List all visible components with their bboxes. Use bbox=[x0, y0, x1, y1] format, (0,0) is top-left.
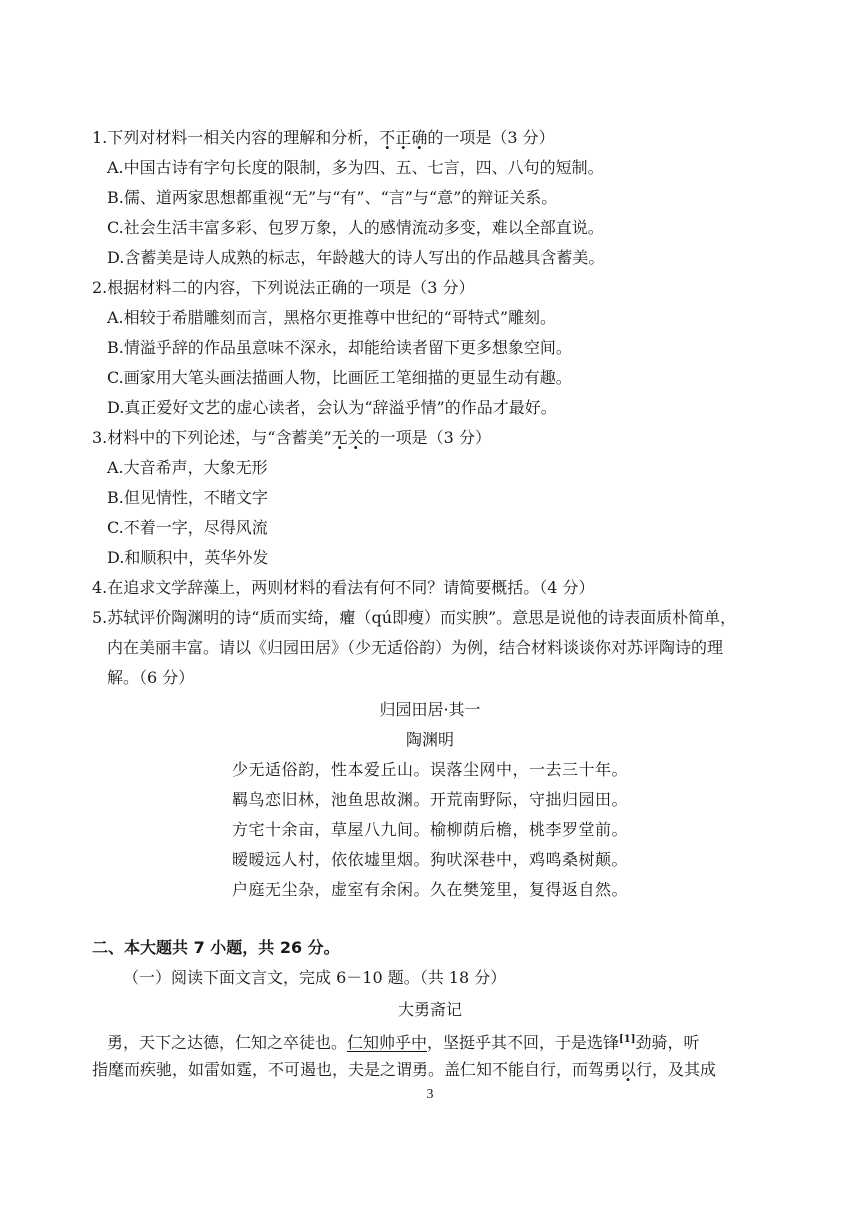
poem-line: 户庭无尘杂，虚室有余闲。久在樊笼里，复得返自然。 bbox=[231, 880, 628, 899]
question-4-stem: 4.在追求文学辞藻上，两则材料的看法有何不同？请简要概括。（4 分） bbox=[92, 578, 595, 597]
question-3-stem: 3.材料中的下列论述，与“含蓄美”无关的一项是（3 分） bbox=[92, 428, 491, 447]
emphasis-char: 不 bbox=[379, 128, 396, 147]
question-1-option-d: D.含蓄美是诗人成熟的标志，年龄越大的诗人写出的作品越具含蓄美。 bbox=[107, 248, 605, 267]
emphasis-char: 正 bbox=[395, 128, 412, 147]
underlined-phrase: 仁知帅乎中 bbox=[347, 1033, 428, 1052]
emphasis-char: 无 bbox=[331, 428, 348, 447]
question-2-stem: 2.根据材料二的内容，下列说法正确的一项是（3 分） bbox=[92, 278, 475, 297]
question-2-option-a: A.相较于希腊雕刻而言，黑格尔更推尊中世纪的“哥特式”雕刻。 bbox=[107, 308, 557, 327]
passage-title: 大勇斋记 bbox=[397, 1000, 462, 1019]
question-3-option-a: A.大音希声，大象无形 bbox=[107, 458, 268, 477]
question-3-option-b: B.但见情性，不睹文字 bbox=[107, 488, 268, 507]
question-5-line-2: 内在美丽丰富。请以《归园田居》（少无适俗韵）为例，结合材料谈谈你对苏评陶诗的理 bbox=[107, 638, 724, 657]
section-subheading: （一）阅读下面文言文，完成 6－10 题。（共 18 分） bbox=[123, 968, 507, 987]
poem-line: 暧暧远人村，依依墟里烟。狗吠深巷中，鸡鸣桑树颠。 bbox=[231, 850, 628, 869]
poem-author: 陶渊明 bbox=[405, 730, 454, 749]
question-5-line-3: 解。（6 分） bbox=[107, 668, 195, 687]
page-number: 3 bbox=[426, 1087, 434, 1102]
question-3-option-d: D.和顺积中，英华外发 bbox=[107, 548, 269, 567]
passage-paragraph-line-2: 指麾而疾驰，如雷如霆，不可遏也，夫是之谓勇。盖仁知不能自行，而驾勇以行，及其成 bbox=[92, 1060, 717, 1079]
poem-line: 羁鸟恋旧林，池鱼思故渊。开荒南野际，守拙归园田。 bbox=[231, 790, 628, 809]
question-1-stem: 1.下列对材料一相关内容的理解和分析，不正确的一项是（3 分） bbox=[92, 128, 555, 147]
question-1-option-b: B.儒、道两家思想都重视“无”与“有”、“言”与“意”的辩证关系。 bbox=[107, 188, 558, 207]
question-2-option-d: D.真正爱好文艺的虚心读者，会认为“辞溢乎情”的作品才最好。 bbox=[107, 398, 557, 417]
section-heading: 二、本大题共 7 小题，共 26 分。 bbox=[92, 938, 340, 957]
question-2-option-c: C.画家用大笔头画法描画人物，比画匠工笔细描的更显生动有趣。 bbox=[107, 368, 572, 387]
question-1-option-c: C.社会生活丰富多彩、包罗万象，人的感情流动多变，难以全部直说。 bbox=[107, 218, 604, 237]
footnote-marker: [1] bbox=[619, 1034, 636, 1045]
passage-paragraph-line-1: 勇，天下之达德，仁知之卒徒也。仁知帅乎中，坚挺乎其不回，于是选锋[1]劲骑，听 bbox=[107, 1033, 700, 1052]
emphasis-char: 确 bbox=[411, 128, 428, 147]
emphasis-char: 关 bbox=[347, 428, 364, 447]
poem-line: 少无适俗韵，性本爱丘山。误落尘网中，一去三十年。 bbox=[231, 760, 628, 779]
question-2-option-b: B.情溢乎辞的作品虽意味不深永，却能给读者留下更多想象空间。 bbox=[107, 338, 572, 357]
emphasis-char: 以 bbox=[620, 1060, 637, 1079]
poem-title: 归园田居·其一 bbox=[379, 700, 481, 719]
question-3-option-c: C.不着一字，尽得风流 bbox=[107, 518, 268, 537]
question-5-line-1: 5.苏轼评价陶渊明的诗“质而实绮，癯（qú即瘦）而实腴”。意思是说他的诗表面质朴简单， bbox=[92, 608, 737, 627]
poem-line: 方宅十余亩，草屋八九间。榆柳荫后檐，桃李罗堂前。 bbox=[231, 820, 628, 839]
question-1-option-a: A.中国古诗有字句长度的限制，多为四、五、七言，四、八句的短制。 bbox=[107, 158, 604, 177]
